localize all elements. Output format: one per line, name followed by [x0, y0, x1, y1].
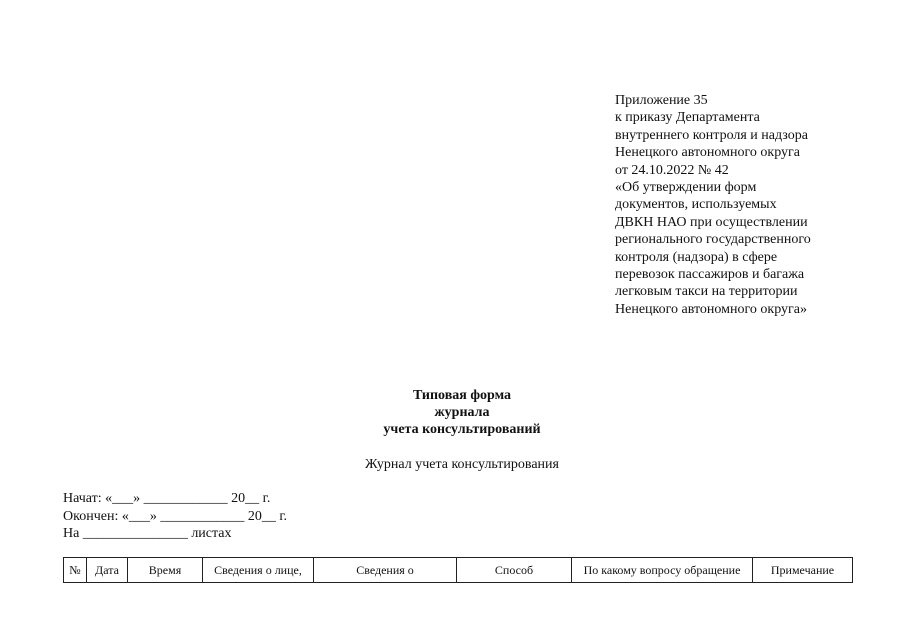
form-title-line: журнала	[434, 405, 490, 420]
form-title-line: Типовая форма	[412, 388, 512, 403]
table-header-row	[64, 558, 853, 583]
form-title-line: учета консультирований	[383, 422, 541, 437]
appendix-line: контроля (надзора) в сфере	[615, 249, 778, 265]
column-header-person-info: Сведения о лице,	[203, 558, 314, 583]
appendix-line: Приложение 35	[615, 93, 708, 108]
appendix-line: перевозок пассажиров и багажа	[615, 267, 805, 283]
appendix-line: внутреннего контроля и надзора	[615, 127, 808, 143]
appendix-line: регионального государственного	[615, 232, 811, 248]
started-date-line: Начат: «___» ____________ 20__ г.	[63, 491, 271, 506]
column-header-number: №	[64, 558, 87, 583]
column-header-question: По какому вопросу обращение	[572, 558, 753, 583]
finished-date-line: Окончен: «___» ____________ 20__ г.	[63, 508, 287, 524]
journal-meta	[63, 490, 287, 543]
journal-table	[63, 557, 853, 583]
column-header-note: Примечание	[753, 558, 853, 583]
column-header-time: Время	[128, 558, 203, 583]
sheets-count-line: На _______________ листах	[63, 526, 232, 541]
column-header-info: Сведения о	[314, 558, 457, 583]
appendix-line: к приказу Департамента	[615, 110, 760, 126]
column-header-date: Дата	[87, 558, 128, 583]
journal-name: Журнал учета консультирования	[365, 457, 559, 472]
form-title	[0, 387, 904, 438]
column-header-method: Способ	[457, 558, 572, 583]
appendix-line: ДВКН НАО при осуществлении	[615, 214, 808, 230]
appendix-line: от 24.10.2022 № 42	[615, 162, 729, 178]
appendix-line: документов, используемых	[615, 197, 777, 213]
appendix-line: легковым такси на территории	[615, 284, 798, 300]
appendix-block	[615, 92, 875, 318]
appendix-line: Ненецкого автономного округа	[615, 145, 800, 161]
appendix-line: «Об утверждении форм	[615, 180, 757, 196]
appendix-line: Ненецкого автономного округа»	[615, 301, 807, 317]
